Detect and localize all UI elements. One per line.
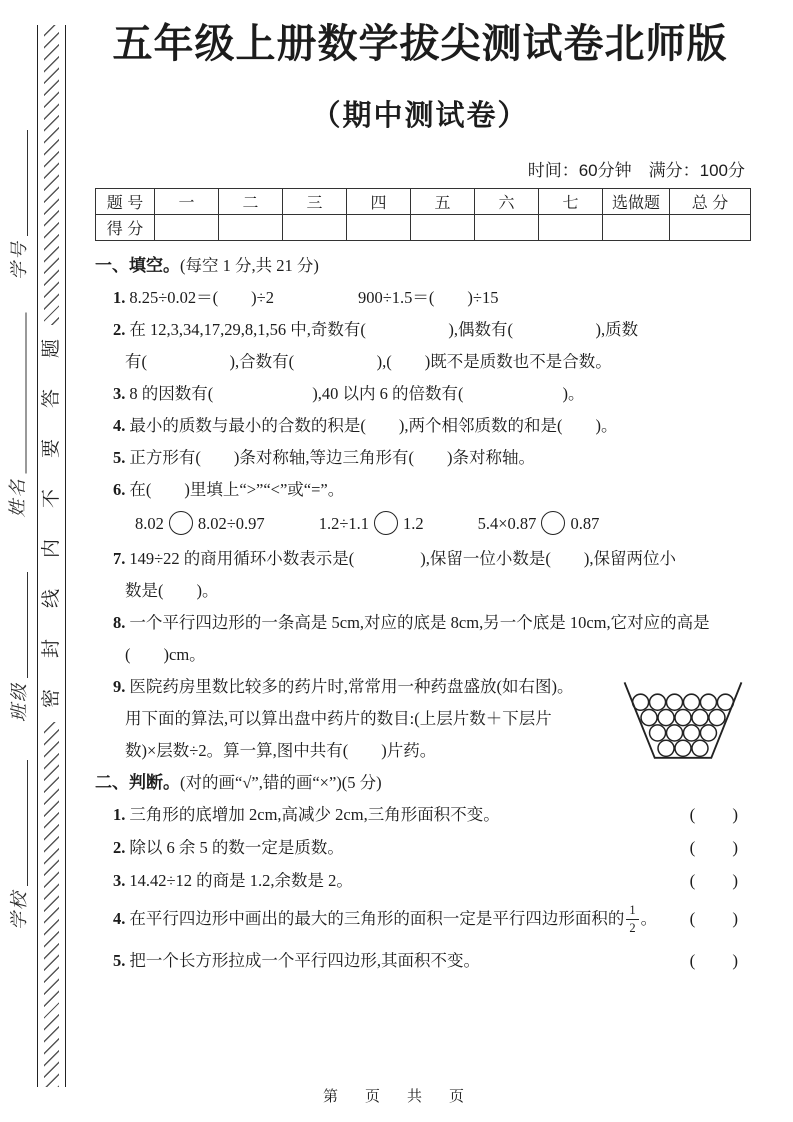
- score-table-cell: 五: [411, 189, 475, 215]
- answer-paren-blank: ( ): [689, 805, 739, 824]
- judge-item-2: [95, 837, 745, 858]
- seal-char: 题: [40, 338, 62, 359]
- score-table-cell: 选做题: [603, 189, 670, 215]
- fill-q5: [95, 447, 745, 468]
- main-content: [95, 18, 745, 983]
- score-blank-cell: [411, 215, 475, 241]
- q9-text-3: 数)×层数÷2。算一算,图中共有( )片药。: [125, 741, 437, 760]
- fill-q7-line1: [95, 548, 745, 569]
- fraction-one-half: [626, 903, 638, 934]
- judge-item-1: [95, 804, 745, 825]
- student-name-blank-line: [26, 313, 27, 474]
- answer-paren-blank: ( ): [689, 871, 739, 890]
- school-blank-line: [27, 760, 28, 886]
- score-table-cell: 一: [155, 189, 219, 215]
- q2-number: 2.: [113, 320, 126, 339]
- answer-paren-blank: ( ): [689, 951, 739, 970]
- pill-circle: [650, 694, 666, 710]
- score-blank-cell: [539, 215, 603, 241]
- judge-5-number: 5.: [113, 951, 126, 970]
- fill-q9-line1: [95, 676, 605, 697]
- q2-text-2: 有( ),合数有( ),( )既不是质数也不是合数。: [125, 352, 612, 371]
- comparison-left: 1.2÷1.1: [318, 514, 369, 533]
- q9-text-2: 用下面的算法,可以算出盘中药片的数目:(上层片数＋下层片: [125, 709, 552, 728]
- q2-text-1: 在 12,3,34,17,29,8,1,56 中,奇数有( ),偶数有( ),质数: [129, 320, 639, 339]
- q7-text-1: 149÷22 的商用循环小数表示是( ),保留一位小数是( ),保留两位小: [129, 549, 677, 568]
- pill-circle: [641, 710, 657, 726]
- answer-paren-blank: ( ): [689, 838, 739, 857]
- school-label: 学校: [9, 890, 30, 930]
- pill-circle: [667, 694, 683, 710]
- score-table-cell: 四: [347, 189, 411, 215]
- page-subtitle: （期中测试卷）: [311, 100, 529, 132]
- comparison-right: 0.87: [570, 514, 600, 533]
- section-fill-heading-note: (每空 1 分,共 21 分): [180, 256, 319, 275]
- score-table-cell: 题 号: [96, 189, 155, 215]
- pill-circle: [633, 694, 649, 710]
- pill-circle: [700, 725, 716, 741]
- score-blank-cell: [475, 215, 539, 241]
- fill-q9: [95, 676, 745, 761]
- judge-item-5: [95, 950, 745, 971]
- fill-q8-line2: [95, 644, 745, 665]
- pill-circle: [675, 710, 691, 726]
- fill-q4: [95, 415, 745, 436]
- fill-q7-line2: [95, 580, 745, 601]
- fill-q2-line2: [95, 351, 745, 372]
- fraction-denominator: 2: [629, 920, 636, 935]
- pill-circle: [658, 740, 674, 756]
- section-fill-in: [95, 255, 745, 761]
- score-blank-cell: [155, 215, 219, 241]
- score-table-cell: 总 分: [670, 189, 751, 215]
- score-table-score-row: [96, 215, 751, 241]
- q3-text: 8 的因数有( ),40 以内 6 的倍数有( )。: [129, 384, 585, 403]
- comparison-left: 5.4×0.87: [477, 514, 537, 533]
- judge-5-text: 把一个长方形拉成一个平行四边形,其面积不变。: [129, 951, 480, 970]
- seal-char: 内: [40, 538, 62, 559]
- section-judge-heading-note: (对的画“√”,错的画“×”)(5 分): [180, 773, 382, 792]
- comparison-right: 1.2: [403, 514, 424, 533]
- time-score-meta: 时间：60分钟 满分：100分: [527, 161, 745, 180]
- fill-q1-left: [113, 287, 274, 308]
- section-fill-heading-title: 一、填空。: [95, 256, 180, 275]
- pill-circle: [667, 725, 683, 741]
- judge-1-number: 1.: [113, 805, 126, 824]
- judge-4-text: 在平行四边形中画出的最大的三角形的面积一定是平行四边形面积的: [129, 909, 625, 928]
- comparison-right: 8.02÷0.97: [197, 514, 265, 533]
- fill-q6: [95, 479, 745, 500]
- q6-text: 在( )里填上“>”“<”或“=”。: [129, 480, 345, 499]
- pill-circle: [650, 725, 666, 741]
- fraction-numerator: 1: [626, 903, 638, 920]
- pill-tray-svg: [617, 670, 749, 774]
- score-table-cell: 六: [475, 189, 539, 215]
- pill-circle: [675, 740, 691, 756]
- comparison-left: 8.02: [135, 514, 164, 533]
- q8-text-1: 一个平行四边形的一条高是 5cm,对应的底是 8cm,另一个底是 10cm,它对应的高是: [129, 613, 710, 632]
- student-name-field: [8, 313, 30, 518]
- fill-q2-line1: [95, 319, 745, 340]
- score-table-cell: 三: [283, 189, 347, 215]
- q6-number: 6.: [113, 480, 126, 499]
- fill-q1: [95, 287, 745, 308]
- judge-item-4: [95, 903, 745, 934]
- section-judge-heading: [95, 772, 745, 793]
- comparison-circle-blank: [374, 511, 398, 535]
- fill-q3: [95, 383, 745, 404]
- q1-number: 1.: [113, 288, 126, 307]
- q5-number: 5.: [113, 448, 126, 467]
- q1-expression-b: 900÷1.5＝( )÷15: [357, 288, 499, 307]
- judge-4-number: 4.: [113, 909, 126, 928]
- score-table: [95, 188, 751, 241]
- hatch-pattern-bottom: [44, 722, 59, 1087]
- school-field: [9, 760, 31, 930]
- q3-number: 3.: [113, 384, 126, 403]
- score-blank-cell: [219, 215, 283, 241]
- section-judge-heading-title: 二、判断。: [95, 773, 180, 792]
- pill-circle: [692, 710, 708, 726]
- comparison-item: [478, 511, 600, 535]
- comparison-item: [135, 511, 265, 535]
- q7-text-2: 数是( )。: [125, 581, 219, 600]
- fill-q9-line3: [95, 740, 605, 761]
- pill-circle: [700, 694, 716, 710]
- score-blank-cell: [283, 215, 347, 241]
- judge-3-text: 14.42÷12 的商是 1.2,余数是 2。: [129, 871, 353, 890]
- fill-q8-line1: [95, 612, 745, 633]
- class-blank-line: [27, 572, 28, 678]
- seal-char: 封: [40, 638, 62, 659]
- page-footer: 第 页 共 页: [322, 1088, 470, 1105]
- class-field: [9, 572, 31, 722]
- comparison-circle-blank: [541, 511, 565, 535]
- section-fill-heading: [95, 255, 745, 276]
- seal-text: [42, 325, 61, 722]
- hatch-pattern-top: [44, 25, 59, 325]
- score-table-cell: 二: [219, 189, 283, 215]
- judge-3-number: 3.: [113, 871, 126, 890]
- q7-number: 7.: [113, 549, 126, 568]
- judge-1-text: 三角形的底增加 2cm,高减少 2cm,三角形面积不变。: [129, 805, 500, 824]
- score-label-cell: 得 分: [96, 215, 155, 241]
- fill-q9-line2: [95, 708, 605, 729]
- judge-2-text: 除以 6 余 5 的数一定是质数。: [129, 838, 344, 857]
- seal-char: 答: [40, 388, 62, 409]
- score-blank-cell: [347, 215, 411, 241]
- comparison-item: [319, 511, 424, 535]
- pill-circle: [692, 740, 708, 756]
- q4-text: 最小的质数与最小的合数的积是( ),两个相邻质数的和是( )。: [129, 416, 618, 435]
- page-title: 五年级上册数学拔尖测试卷北师版: [112, 22, 728, 66]
- score-table-cell: 七: [539, 189, 603, 215]
- q9-text-1: 医院药房里数比较多的药片时,常常用一种药盘盛放(如右图)。: [129, 677, 574, 696]
- judge-2-number: 2.: [113, 838, 126, 857]
- q1-expression-a: 8.25÷0.02＝( )÷2: [129, 288, 274, 307]
- q4-number: 4.: [113, 416, 126, 435]
- score-table-header-row: [96, 189, 751, 215]
- seal-band: [37, 25, 66, 1087]
- student-id-blank-line: [27, 130, 28, 236]
- score-blank-cell: [603, 215, 670, 241]
- q5-text: 正方形有( )条对称轴,等边三角形有( )条对称轴。: [129, 448, 535, 467]
- student-id-field: [9, 130, 31, 280]
- student-id-label: 学号: [9, 240, 30, 280]
- seal-char: 密: [40, 688, 62, 709]
- pill-circle: [717, 694, 733, 710]
- q9-number: 9.: [113, 677, 126, 696]
- pill-circle: [683, 725, 699, 741]
- judge-item-3: [95, 870, 745, 891]
- comparison-circle-blank: [169, 511, 193, 535]
- pill-tray-figure: [617, 670, 749, 774]
- pill-circle: [658, 710, 674, 726]
- fill-q6-comparisons: [95, 511, 745, 535]
- q8-text-2: ( )cm。: [125, 645, 206, 664]
- pill-circle: [709, 710, 725, 726]
- pill-circle: [683, 694, 699, 710]
- seal-char: 线: [40, 588, 62, 609]
- class-label: 班级: [9, 682, 30, 722]
- score-blank-cell: [670, 215, 751, 241]
- q8-number: 8.: [113, 613, 126, 632]
- seal-char: 不: [40, 488, 62, 509]
- student-name-label: 姓名: [7, 477, 29, 518]
- judge-4-suffix: 。: [640, 909, 658, 928]
- seal-char: 要: [40, 438, 62, 459]
- answer-paren-blank: ( ): [689, 909, 739, 928]
- section-judge: [95, 772, 745, 971]
